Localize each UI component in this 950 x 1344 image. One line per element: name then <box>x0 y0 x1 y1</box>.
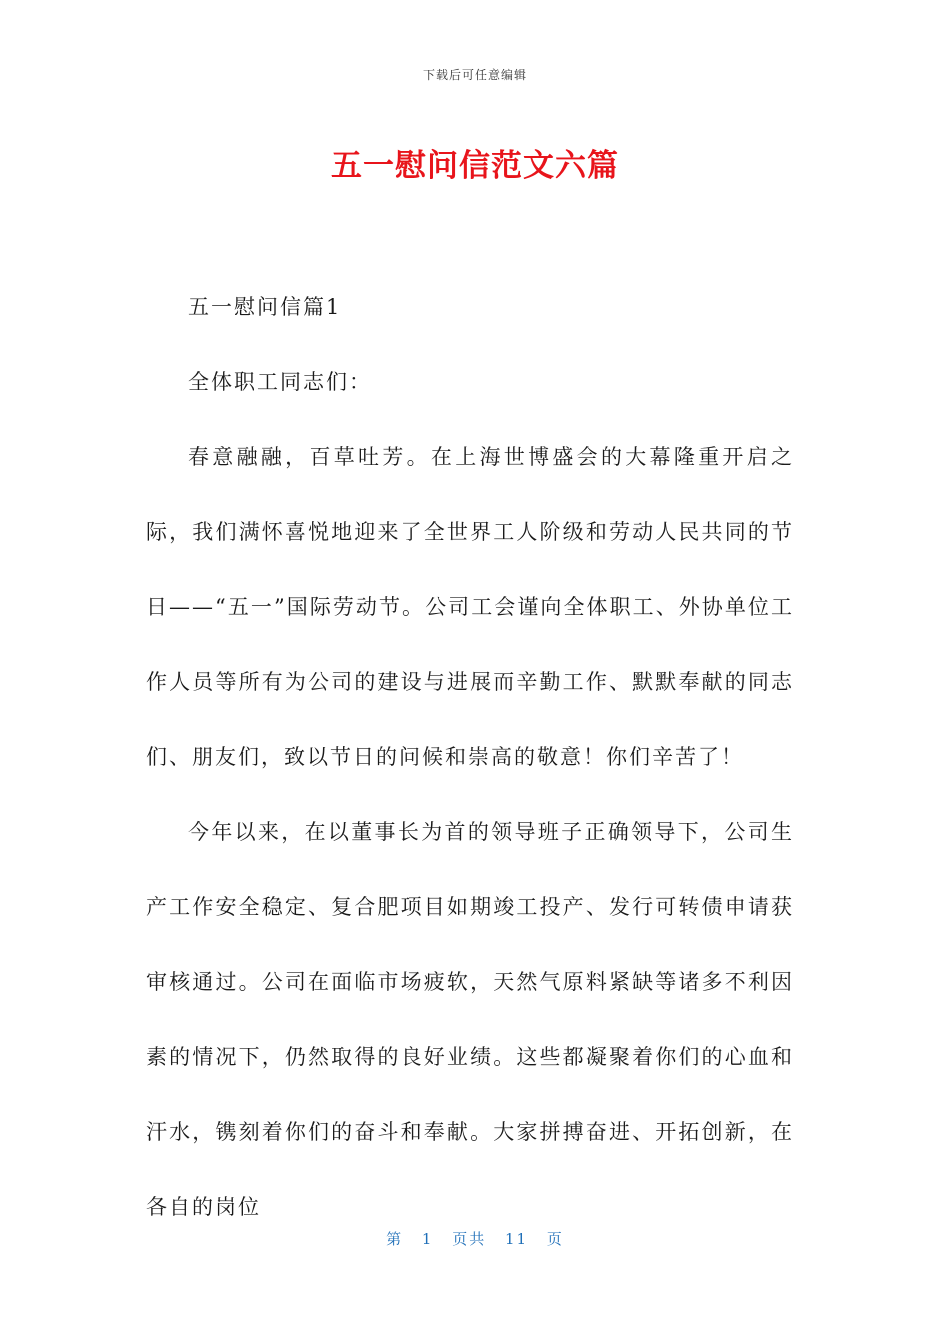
document-title: 五一慰问信范文六篇 <box>331 148 619 184</box>
total-pages-number: 11 <box>505 1230 529 1248</box>
page-footer <box>0 1228 950 1249</box>
footer-middle: 页共 <box>452 1230 487 1248</box>
salutation: 全体职工同志们： <box>188 370 372 394</box>
body-paragraph: 春意融融，百草吐芳。在上海世博盛会的大幕隆重开启之际，我们满怀喜悦地迎来了全世界工人阶级和劳动人民共同的节日——“五一”国际劳动节。公司工会谨向全体职工、外协单位工作人员等所有为公司的建设与进展而辛勤工作、默默奉献的同志们、朋友们，致以节日的问候和崇高的敬意！你们辛苦了！ <box>146 445 794 769</box>
section-heading: 五一慰问信篇1 <box>188 295 342 319</box>
body-paragraph: 今年以来，在以董事长为首的领导班子正确领导下，公司生产工作安全稳定、复合肥项目如期竣工投产、发行可转债申请获审核通过。公司在面临市场疲软，天然气原料紧缺等诸多不利因素的情况下，仍然取得的良好业绩。这些都凝聚着你们的心血和汗水，镌刻着你们的奋斗和奉献。大家拼搏奋进、开拓创新，在各自的岗位 <box>146 820 794 1219</box>
footer-suffix: 页 <box>546 1230 564 1248</box>
document-body <box>146 270 794 1245</box>
current-page-number: 1 <box>421 1230 434 1248</box>
header-note: 下载后可任意编辑 <box>422 68 527 82</box>
footer-prefix: 第 <box>386 1230 404 1248</box>
